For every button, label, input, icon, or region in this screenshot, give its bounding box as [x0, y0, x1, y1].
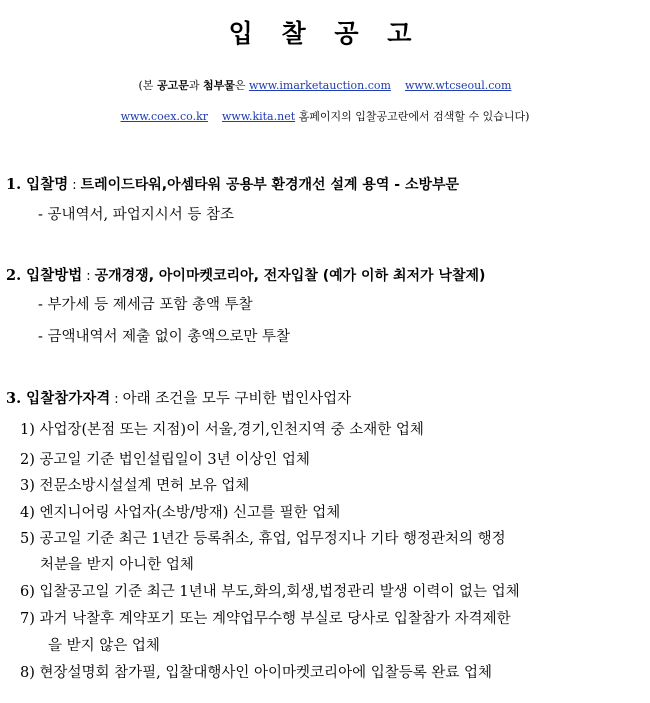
- section-2-heading: 2. 입찰방법: [6, 267, 83, 284]
- qualification-item-continuation: 처분을 받지 아니한 업체: [40, 557, 194, 573]
- qualification-item: 1) 사업장(본점 또는 지점)이 서울,경기,인천지역 중 소재한 업체: [20, 422, 424, 438]
- section-1-bullet: - 공내역서, 파업지시서 등 참조: [38, 207, 235, 223]
- section-2-heading-line: [6, 266, 485, 287]
- section-3-heading-line: [6, 389, 351, 410]
- qualification-item: 5) 공고일 기준 최근 1년간 등록취소, 휴업, 업무정지나 기타 행정관처의 행정: [20, 531, 506, 547]
- notice-tail: 홈페이지의 입찰공고란에서 검색할 수 있습니다): [295, 110, 530, 123]
- link-wtcseoul[interactable]: www.wtcseoul.com: [404, 79, 512, 92]
- notice-line-1: [0, 76, 650, 96]
- qualification-item-continuation: 을 받지 않은 업체: [48, 638, 160, 654]
- section-2-bullet: - 부가세 등 제세금 포함 총액 투찰: [38, 297, 253, 313]
- qualification-item: 3) 전문소방시설설계 면허 보유 업체: [20, 478, 250, 494]
- qualification-item: 8) 현장설명회 참가필, 입찰대행사인 아이마켓코리아에 입찰등록 완료 업체: [20, 665, 492, 681]
- section-1-separator: :: [72, 178, 77, 193]
- document-title: 입 찰 공 고: [228, 19, 422, 48]
- link-imarketauction[interactable]: www.imarketauction.com: [248, 79, 391, 92]
- section-1-heading: 1. 입찰명: [6, 176, 69, 193]
- section-2-bullet: - 금액내역서 제출 없이 총액으로만 투찰: [38, 329, 291, 345]
- qualification-item: 2) 공고일 기준 법인설립일이 3년 이상인 업체: [20, 452, 310, 468]
- qualification-item: 7) 과거 낙찰후 계약포기 또는 계약업무수행 부실로 당사로 입찰참가 자격제한: [20, 611, 511, 627]
- notice-open-paren: (본: [138, 79, 157, 92]
- notice-bold-announcement: 공고문: [156, 79, 189, 92]
- section-3-value: 아래 조건을 모두 구비한 법인사업자: [122, 391, 352, 407]
- section-1-value: 트레이드타워,아셈타워 공용부 환경개선 설계 용역 - 소방부문: [80, 177, 460, 193]
- notice-conj-1: 과: [188, 79, 203, 92]
- section-1-heading-line: [6, 175, 459, 196]
- qualification-item: 6) 입찰공고일 기준 최근 1년내 부도,화의,회생,법정관리 발생 이력이 없는 업체: [20, 584, 520, 600]
- section-2-value: 공개경쟁, 아이마켓코리아, 전자입찰 (예가 이하 최저가 낙찰제): [94, 268, 486, 284]
- link-coex[interactable]: www.coex.co.kr: [120, 110, 209, 123]
- link-kita[interactable]: www.kita.net: [222, 110, 296, 123]
- section-3-heading: 3. 입찰참가자격: [6, 390, 111, 407]
- qualification-item: 4) 엔지니어링 사업자(소방/방재) 신고를 필한 업체: [20, 505, 341, 521]
- section-3-separator: :: [114, 392, 119, 407]
- notice-line-2: [0, 107, 650, 127]
- notice-bold-attachment: 첨부물: [202, 79, 235, 92]
- section-2-separator: :: [86, 269, 91, 284]
- notice-conj-2: 은: [234, 79, 249, 92]
